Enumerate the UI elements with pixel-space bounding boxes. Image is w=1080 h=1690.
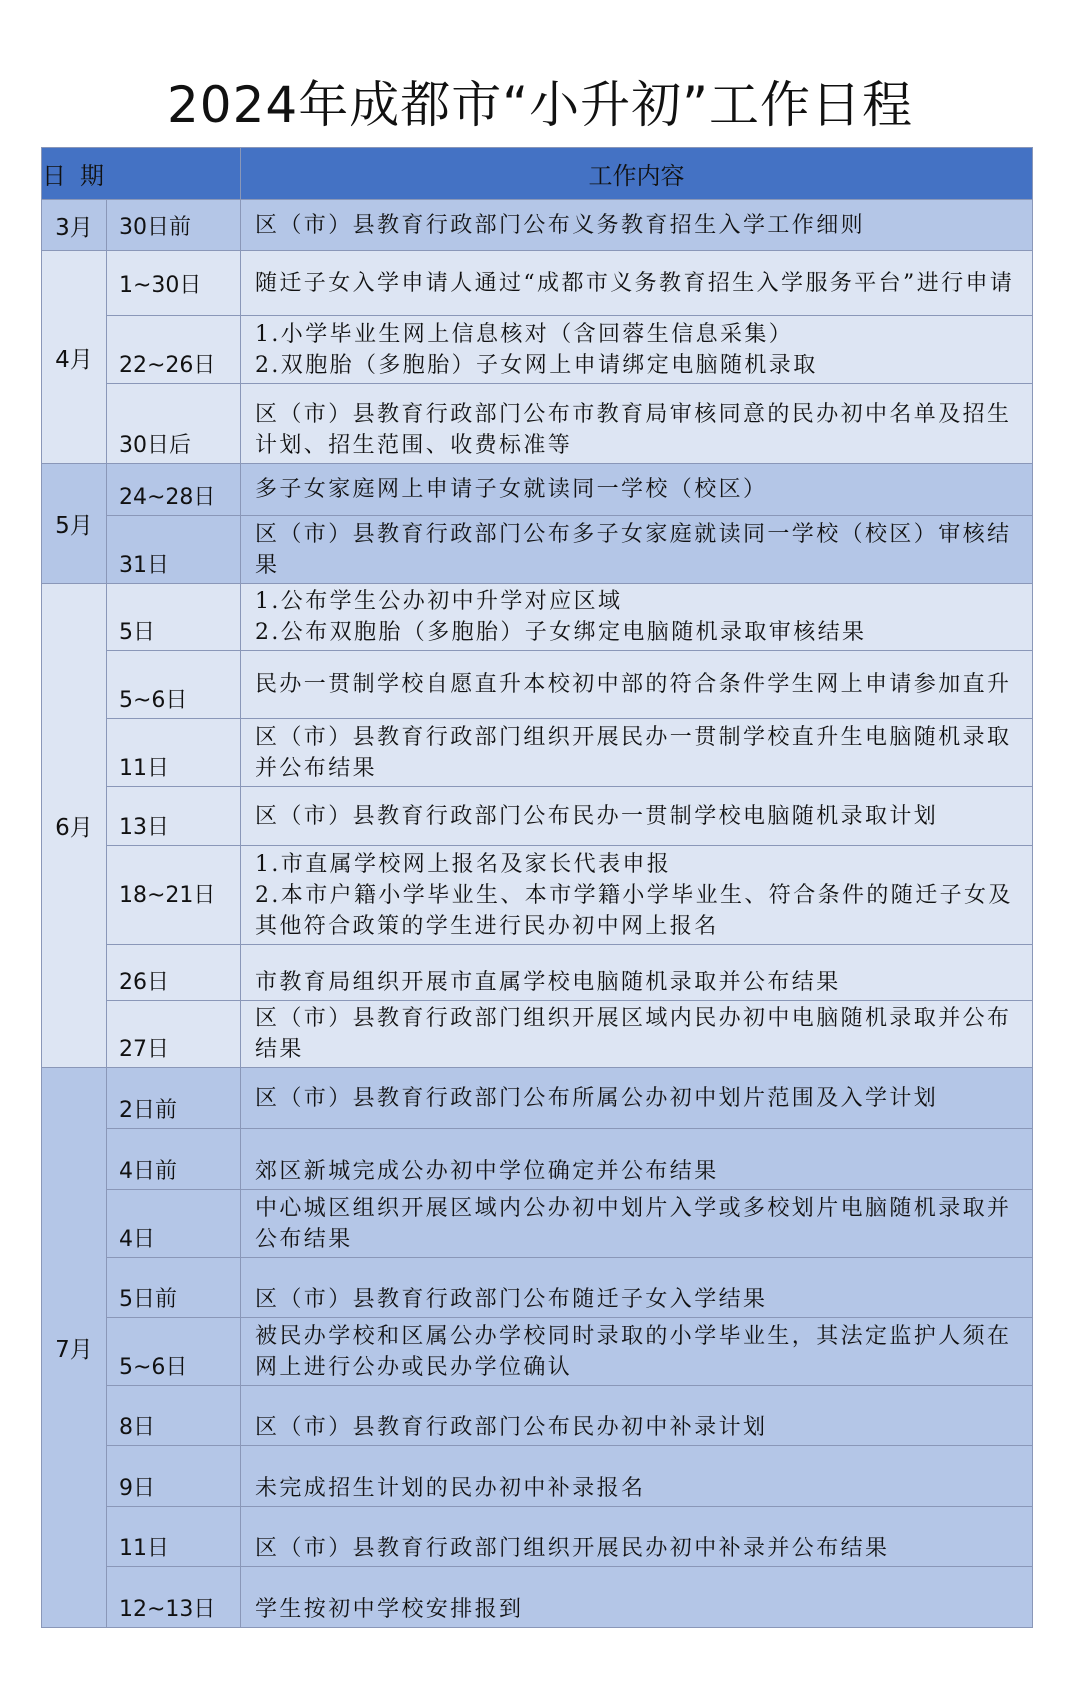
table-row <box>42 200 1033 251</box>
content-cell: 区（市）县教育行政部门公布随迁子女入学结果 <box>241 1258 1033 1318</box>
day-cell: 31日 <box>107 516 241 584</box>
day-cell: 1~30日 <box>107 251 241 316</box>
day-cell: 5~6日 <box>107 651 241 719</box>
table-row <box>42 1507 1033 1567</box>
content-cell: 被民办学校和区属公办学校同时录取的小学毕业生，其法定监护人须在网上进行公办或民办学位确认 <box>241 1318 1033 1386</box>
day-cell: 18~21日 <box>107 846 241 945</box>
month-cell-june <box>42 584 107 1068</box>
month-label: 6月 <box>55 815 93 841</box>
content-cell: 区（市）县教育行政部门组织开展民办初中补录并公布结果 <box>241 1507 1033 1567</box>
content-cell: 市教育局组织开展市直属学校电脑随机录取并公布结果 <box>241 945 1033 1001</box>
header-date: 日期 <box>42 148 241 200</box>
content-cell: 郊区新城完成公办初中学位确定并公布结果 <box>241 1129 1033 1190</box>
table-row <box>42 1068 1033 1129</box>
table-row <box>42 384 1033 464</box>
table-row <box>42 787 1033 846</box>
table-row <box>42 651 1033 719</box>
table-row <box>42 1190 1033 1258</box>
content-cell: 1.公布学生公办初中升学对应区域 2.公布双胞胎（多胞胎）子女绑定电脑随机录取审核结果 <box>241 584 1033 651</box>
day-cell: 5日 <box>107 584 241 651</box>
table-row <box>42 1318 1033 1386</box>
table-row <box>42 1001 1033 1068</box>
day-cell: 30日后 <box>107 384 241 464</box>
content-cell: 多子女家庭网上申请子女就读同一学校（校区） <box>241 464 1033 516</box>
month-cell-may <box>42 464 107 584</box>
day-cell: 13日 <box>107 787 241 846</box>
page-title: 2024年成都市“小升初”工作日程 <box>166 76 914 134</box>
day-cell: 11日 <box>107 1507 241 1567</box>
day-cell: 11日 <box>107 719 241 787</box>
day-cell: 5日前 <box>107 1258 241 1318</box>
content-cell: 区（市）县教育行政部门公布市教育局审核同意的民办初中名单及招生计划、招生范围、收费标准等 <box>241 384 1033 464</box>
day-cell: 5~6日 <box>107 1318 241 1386</box>
table-row <box>42 1446 1033 1507</box>
day-cell: 22~26日 <box>107 316 241 384</box>
content-cell: 随迁子女入学申请人通过“成都市义务教育招生入学服务平台”进行申请 <box>241 251 1033 316</box>
month-label: 5月 <box>55 513 93 539</box>
table-row <box>42 516 1033 584</box>
content-cell: 中心城区组织开展区域内公办初中划片入学或多校划片电脑随机录取并公布结果 <box>241 1190 1033 1258</box>
table-row <box>42 945 1033 1001</box>
table-row <box>42 316 1033 384</box>
content-cell: 区（市）县教育行政部门公布义务教育招生入学工作细则 <box>241 200 1033 251</box>
day-cell: 27日 <box>107 1001 241 1068</box>
month-cell-march <box>42 200 107 251</box>
table-header-row <box>42 148 1033 200</box>
table-row <box>42 584 1033 651</box>
content-cell: 区（市）县教育行政部门公布民办初中补录计划 <box>241 1386 1033 1446</box>
content-cell: 区（市）县教育行政部门组织开展区域内民办初中电脑随机录取并公布结果 <box>241 1001 1033 1068</box>
month-label: 7月 <box>55 1337 93 1363</box>
month-cell-july <box>42 1068 107 1628</box>
content-cell: 区（市）县教育行政部门公布多子女家庭就读同一学校（校区）审核结果 <box>241 516 1033 584</box>
content-cell: 1.市直属学校网上报名及家长代表申报 2.本市户籍小学毕业生、本市学籍小学毕业生、符合条件的随迁子女及其他符合政策的学生进行民办初中网上报名 <box>241 846 1033 945</box>
day-cell: 2日前 <box>107 1068 241 1129</box>
day-cell: 30日前 <box>107 200 241 251</box>
day-cell: 4日前 <box>107 1129 241 1190</box>
content-cell: 学生按初中学校安排报到 <box>241 1567 1033 1628</box>
day-cell: 4日 <box>107 1190 241 1258</box>
schedule-table <box>41 147 1033 1628</box>
table-row <box>42 719 1033 787</box>
header-content: 工作内容 <box>241 148 1033 200</box>
day-cell: 12~13日 <box>107 1567 241 1628</box>
day-cell: 9日 <box>107 1446 241 1507</box>
table-row <box>42 1386 1033 1446</box>
month-label: 4月 <box>55 346 93 373</box>
day-cell: 8日 <box>107 1386 241 1446</box>
table-row <box>42 251 1033 316</box>
content-cell: 1.小学毕业生网上信息核对（含回蓉生信息采集） 2.双胞胎（多胞胎）子女网上申请绑定电脑随机录取 <box>241 316 1033 384</box>
day-cell: 26日 <box>107 945 241 1001</box>
content-cell: 区（市）县教育行政部门组织开展民办一贯制学校直升生电脑随机录取并公布结果 <box>241 719 1033 787</box>
day-cell: 24~28日 <box>107 464 241 516</box>
content-cell: 未完成招生计划的民办初中补录报名 <box>241 1446 1033 1507</box>
month-cell-april <box>42 251 107 464</box>
table-row <box>42 464 1033 516</box>
content-cell: 民办一贯制学校自愿直升本校初中部的符合条件学生网上申请参加直升 <box>241 651 1033 719</box>
table-row <box>42 1129 1033 1190</box>
table-row <box>42 1258 1033 1318</box>
content-cell: 区（市）县教育行政部门公布民办一贯制学校电脑随机录取计划 <box>241 787 1033 846</box>
table-row <box>42 1567 1033 1628</box>
month-label: 3月 <box>55 214 93 241</box>
table-row <box>42 846 1033 945</box>
content-cell: 区（市）县教育行政部门公布所属公办初中划片范围及入学计划 <box>241 1068 1033 1129</box>
